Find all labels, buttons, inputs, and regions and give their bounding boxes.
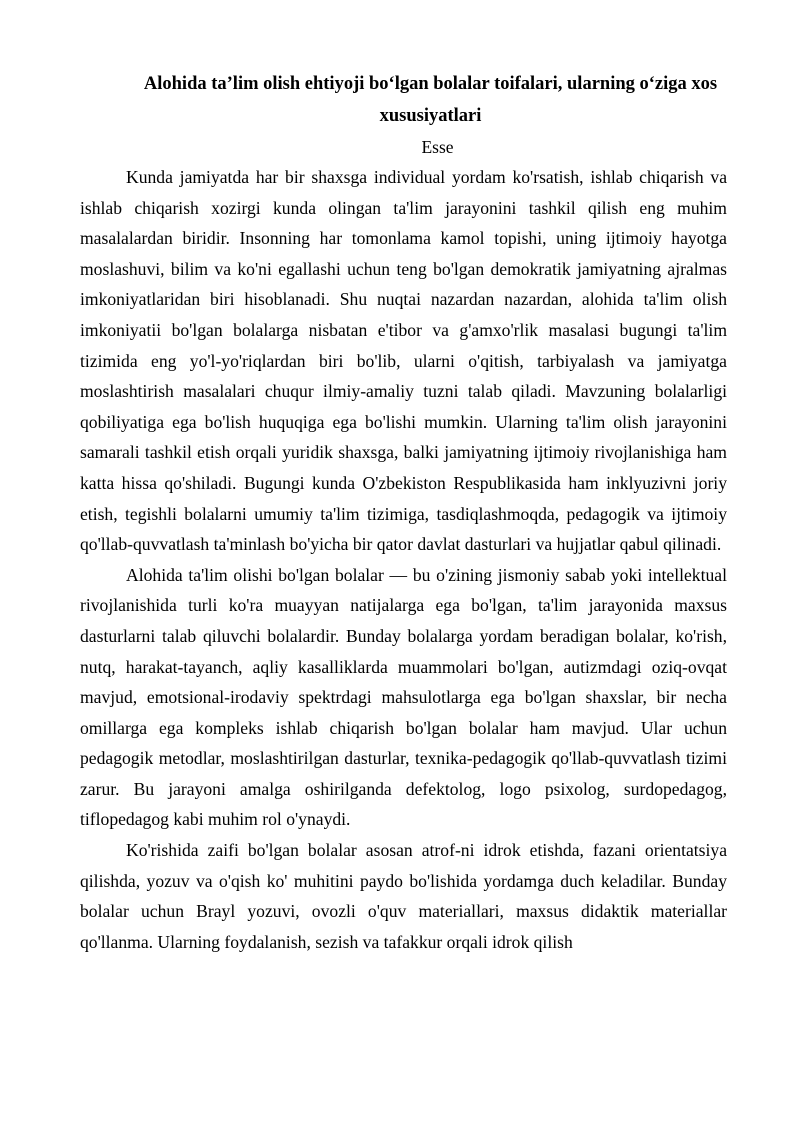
- document-page: [80, 68, 727, 957]
- document-title: Alohida ta’lim olish ehtiyoji bo‘lgan bolalar toifalari, ularning o‘ziga xos xususiyatlari: [143, 74, 718, 126]
- paragraph-1: Kunda jamiyatda har bir shaxsga individual yordam ko'rsatish, ishlab chiqarish va ishlab chiqarish xozirgi kunda olingan ta'lim jarayonini tashkil qilish eng muhim masalalardan biridir. Insonning har tomonlama kamol topishi, uning ijtimoiy hayotga moslashuvi, bilim va ko'ni egallashi uchun teng bo'lgan demokratik jamiyatning ajralmas imkoniyatlaridan biri hisoblanadi. Shu nuqtai nazardan nazardan, alohida ta'lim olish imkoniyatii bo'lgan bolalarga nisbatan e'tibor va g'amxo'rlik masalasi bugungi ta'lim tizimida eng yo'l-yo'riqlardan biri bo'lib, ularni o'qitish, tarbiyalash va jamiyatga moslashtirish masalalari chuqur ilmiy-amaliy tuzni talab qiladi. Mavzuning bolalarligi qobiliyatiga ega bo'lish huquqiga ega bo'lishi mumkin. Ularning ta'lim olish jarayonini samarali tashkil etish orqali yuridik shaxsga, balki jamiyatning ijtimoiy rivojlanishiga ham katta hissa qo'shiladi. Bugungi kunda O'zbekiston Respublikasida ham inklyuzivni joriy etish, tegishli bolalarni umumiy ta'lim tizimiga, tasdiqlashmoqda, pedagogik va ijtimoiy qo'llab-quvvatlash ta'minlash bo'yicha bir qator davlat dasturlari va hujjatlar qabul qilinadi.: [80, 167, 727, 555]
- paragraph-2: Alohida ta'lim olishi bo'lgan bolalar — bu o'zining jismoniy sabab yoki intellektual rivojlanishida turli ko'ra muayyan natijalarga ega bo'lgan, ta'lim jarayonida maxsus dasturlarni talab qiluvchi bolalardir. Bunday bolalarga yordam beradigan bolalar, ko'rish, nutq, harakat-tayanch, aqliy kasalliklarda muammolari bo'lgan, autizmdagi oziq-ovqat mavjud, emotsional-irodaviy spektrdagi mahsulotlarga ega bo'lgan shaxslar, bir necha omillarga ega kompleks ishlab chiqarish bo'lgan bolalar ham mavjud. Ular uchun pedagogik metodlar, moslashtirilgan dasturlar, texnika-pedagogik qo'llab-quvvatlash tizimi zarur. Bu jarayoni amalga oshirilganda defektolog, logo psixolog, surdopedagog, tiflopedagog kabi muhim rol o'ynaydi.: [80, 564, 727, 830]
- document-subtitle: Esse: [421, 137, 454, 157]
- paragraph-3: Ko'rishida zaifi bo'lgan bolalar asosan atrof-ni idrok etishda, fazani orientatsiya qilishda, yozuv va o'qish ko' muhitini paydo bo'lishida yordamga duch keladilar. Bunday bolalar uchun Brayl yozuvi, ovozli o'quv materiallari, maxsus didaktik materiallar qo'llanma. Ularning foydalanish, sezish va tafakkur orqali idrok qilish: [80, 840, 727, 952]
